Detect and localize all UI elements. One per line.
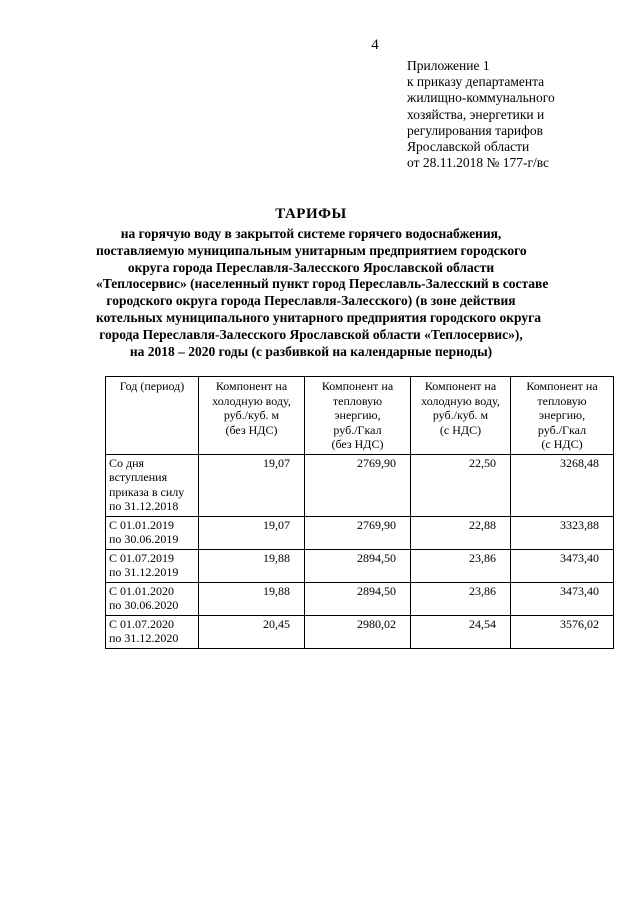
subtitle-line: на 2018 – 2020 годы (с разбивкой на календарные периоды) (129, 343, 493, 359)
header-heat-energy-with-vat (511, 377, 614, 455)
document-heading (96, 206, 549, 360)
tariff-table (105, 376, 614, 649)
header-line: (без НДС) (225, 422, 278, 437)
value-cell: 2769,90 (305, 516, 411, 549)
header-line: руб./куб. м (432, 408, 489, 422)
subtitle-line: на горячую воду в закрытой системе горячего водоснабжения, (120, 226, 502, 241)
period-line: С 01.01.2019 (109, 517, 175, 532)
value-cell: 2894,50 (305, 549, 411, 582)
header-line: Компонент на (526, 379, 598, 393)
table-row (106, 615, 614, 648)
table-header-row (106, 377, 614, 455)
appendix-line: к приказу департамента (407, 74, 545, 90)
period-line: С 01.07.2019 (109, 550, 175, 565)
period-cell (106, 549, 199, 582)
header-line: (без НДС) (331, 437, 384, 451)
period-line: по 31.12.2019 (109, 565, 179, 579)
appendix-line: от 28.11.2018 № 177-г/вс (407, 155, 550, 171)
header-line: руб./куб. м (223, 408, 280, 422)
value-cell: 3473,40 (511, 582, 614, 615)
period-cell (106, 454, 199, 516)
header-cold-water-with-vat (411, 377, 511, 455)
table-row (106, 516, 614, 549)
period-line: С 01.07.2020 (109, 616, 175, 631)
header-line: тепловую (537, 393, 587, 408)
subtitle-line: городского округа города Переславля-Залесского) (в зоне действия (106, 293, 516, 309)
period-line: по 31.12.2020 (109, 631, 179, 645)
header-line: холодную воду, (212, 393, 291, 408)
period-cell (106, 516, 199, 549)
table-row (106, 454, 614, 516)
value-cell: 3268,48 (511, 454, 614, 516)
table-row (106, 549, 614, 582)
header-line: (с НДС) (439, 422, 482, 437)
value-cell: 20,45 (199, 615, 305, 648)
value-cell: 2980,02 (305, 615, 411, 648)
period-line: приказа в силу (109, 484, 185, 499)
value-cell: 19,88 (199, 582, 305, 615)
appendix-line: хозяйства, энергетики и (407, 106, 545, 122)
header-line: Компонент на (321, 379, 394, 393)
document-subtitle (96, 226, 549, 360)
period-cell (106, 615, 199, 648)
header-cold-water-no-vat (199, 377, 305, 455)
document-title: ТАРИФЫ (275, 206, 347, 222)
header-line: холодную воду, (421, 393, 500, 408)
period-line: С 01.01.2020 (109, 583, 175, 598)
subtitle-line: города Переславля-Залесского Ярославской области «Теплосервис»), (99, 326, 523, 342)
value-cell: 2894,50 (305, 582, 411, 615)
header-line: Компонент на (424, 379, 497, 393)
appendix-line: регулирования тарифов (407, 122, 544, 138)
subtitle-line: поставляемую муниципальным унитарным предприятием городского (96, 242, 527, 258)
appendix-line: Приложение 1 (407, 58, 490, 73)
header-heat-energy-no-vat (305, 377, 411, 455)
value-cell: 19,88 (199, 549, 305, 582)
period-line: по 30.06.2019 (109, 532, 179, 546)
value-cell: 3473,40 (511, 549, 614, 582)
header-line: (с НДС) (541, 437, 583, 451)
value-cell: 3323,88 (511, 516, 614, 549)
appendix-note (407, 58, 627, 171)
appendix-line: жилищно-коммунального (407, 90, 555, 106)
header-line: Год (период) (119, 379, 185, 393)
period-cell (106, 582, 199, 615)
table-row (106, 582, 614, 615)
value-cell: 23,86 (411, 549, 511, 582)
subtitle-line: котельных муниципального унитарного предприятия городского округа (96, 309, 542, 325)
header-line: энергию, (538, 408, 586, 422)
header-line: руб./Гкал (333, 422, 382, 437)
value-cell: 2769,90 (305, 454, 411, 516)
header-line: Компонент на (215, 379, 288, 393)
appendix-line: Ярославской области (407, 139, 530, 155)
value-cell: 19,07 (199, 454, 305, 516)
value-cell: 24,54 (411, 615, 511, 648)
header-period (106, 377, 199, 455)
period-line: по 31.12.2018 (109, 499, 179, 513)
value-cell: 23,86 (411, 582, 511, 615)
value-cell: 3576,02 (511, 615, 614, 648)
header-line: тепловую (332, 393, 383, 408)
page-number: 4 (371, 37, 379, 53)
header-line: энергию, (334, 408, 381, 422)
period-line: Со дня (109, 455, 145, 470)
value-cell: 22,88 (411, 516, 511, 549)
value-cell: 19,07 (199, 516, 305, 549)
subtitle-line: округа города Переславля-Залесского Ярославской области (127, 259, 495, 275)
header-line: руб./Гкал (537, 422, 587, 437)
period-line: вступления (109, 470, 168, 484)
subtitle-line: «Теплосервис» (населенный пункт город Переславль-Залесский в составе (96, 276, 549, 292)
value-cell: 22,50 (411, 454, 511, 516)
period-line: по 30.06.2020 (109, 598, 179, 612)
